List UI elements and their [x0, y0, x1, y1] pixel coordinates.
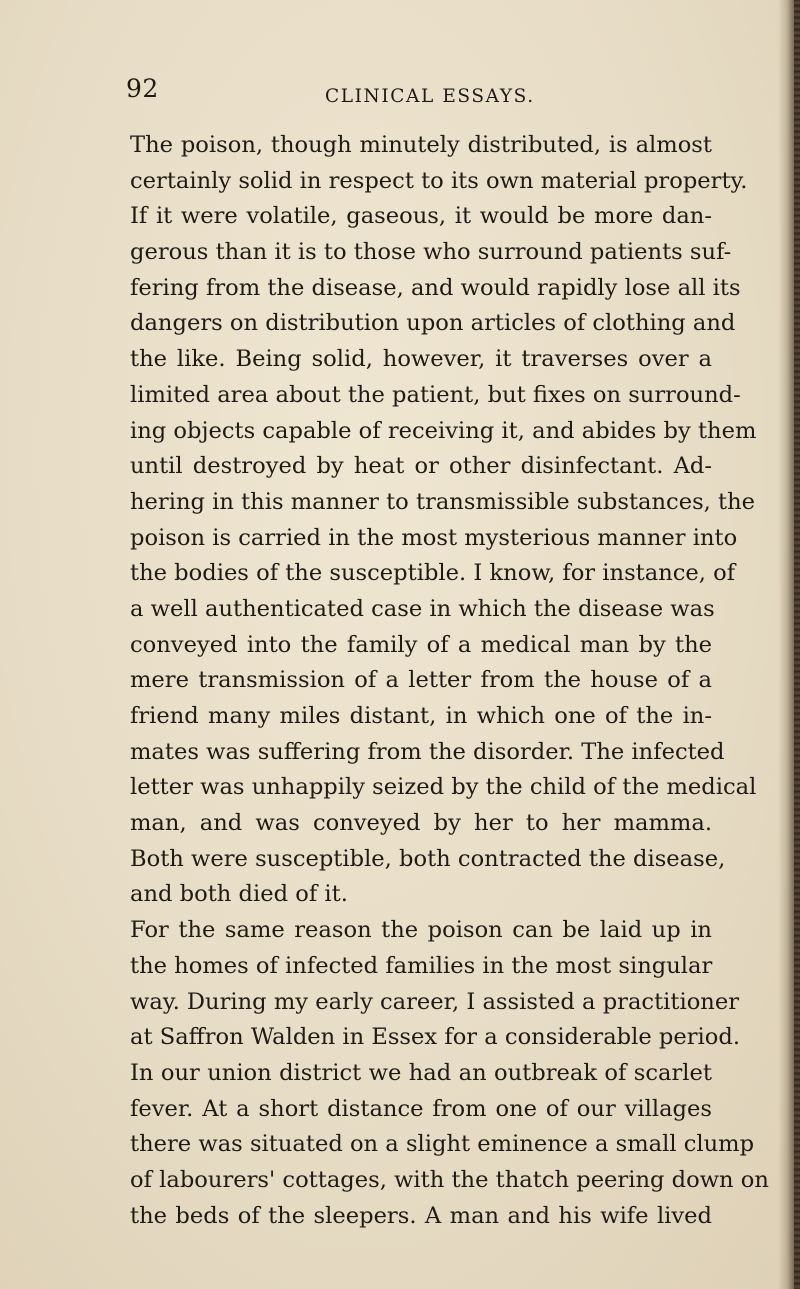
text-line: of labourers' cottages, with the thatch peering down on — [130, 1166, 769, 1193]
text-line: at Saffron Walden in Essex for a considerable period. — [130, 1024, 741, 1051]
spine-edge — [794, 0, 800, 1289]
page-header — [128, 74, 710, 114]
text-line: until destroyed by heat or other disinfectant. Ad- — [130, 453, 712, 480]
text-line: a well authenticated case in which the disease was — [130, 595, 715, 622]
text-line: If it were volatile, gaseous, it would be more dan- — [130, 203, 712, 230]
text-line: In our union district we had an outbreak of scarlet — [130, 1059, 712, 1086]
text-line: hering in this manner to transmissible substances, the — [130, 488, 756, 515]
text-line: The poison, though minutely distributed, is almost — [130, 132, 712, 158]
text-line: the beds of the sleepers. A man and his wife lived — [130, 1202, 712, 1229]
text-line: dangers on distribution upon articles of clothing and — [130, 310, 736, 337]
text-line: the bodies of the susceptible. I know, for instance, of — [130, 560, 736, 587]
text-line: Both were susceptible, both contracted the disease, — [130, 845, 726, 872]
text-line: the homes of infected families in the most singular — [130, 952, 713, 979]
text-line: For the same reason the poison can be laid up in — [130, 917, 712, 944]
text-line: the like. Being solid, however, it traverses over a — [130, 346, 712, 373]
text-line: limited area about the patient, but fixes on surround- — [130, 381, 741, 408]
text-line: fering from the disease, and would rapidly lose all its — [130, 274, 741, 301]
page-number: 92 — [126, 74, 159, 103]
text-line: letter was unhappily seized by the child of the medical — [130, 774, 757, 801]
text-line: mere transmission of a letter from the house of a — [130, 667, 712, 694]
text-line: certainly solid in respect to its own material property. — [130, 167, 748, 194]
text-line: friend many miles distant, in which one of the in- — [130, 703, 712, 729]
text-line: fever. At a short distance from one of our villages — [130, 1095, 712, 1122]
text-line: poison is carried in the most mysterious manner into — [130, 524, 738, 551]
text-line: conveyed into the family of a medical man by the — [130, 631, 712, 658]
text-line: gerous than it is to those who surround patients suf- — [130, 239, 732, 266]
text-line: ing objects capable of receiving it, and abides by them — [130, 417, 757, 444]
text-line: there was situated on a slight eminence a small clump — [130, 1131, 755, 1158]
running-title: CLINICAL ESSAYS. — [325, 86, 535, 107]
paragraph-end-line: and both died of it. — [130, 881, 348, 908]
text-line: mates was suffering from the disorder. The infected — [130, 738, 725, 765]
body-text — [130, 128, 769, 1234]
text-line: man, and was conveyed by her to her mamma. — [130, 810, 712, 837]
text-line: way. During my early career, I assisted a practitioner — [130, 988, 740, 1015]
